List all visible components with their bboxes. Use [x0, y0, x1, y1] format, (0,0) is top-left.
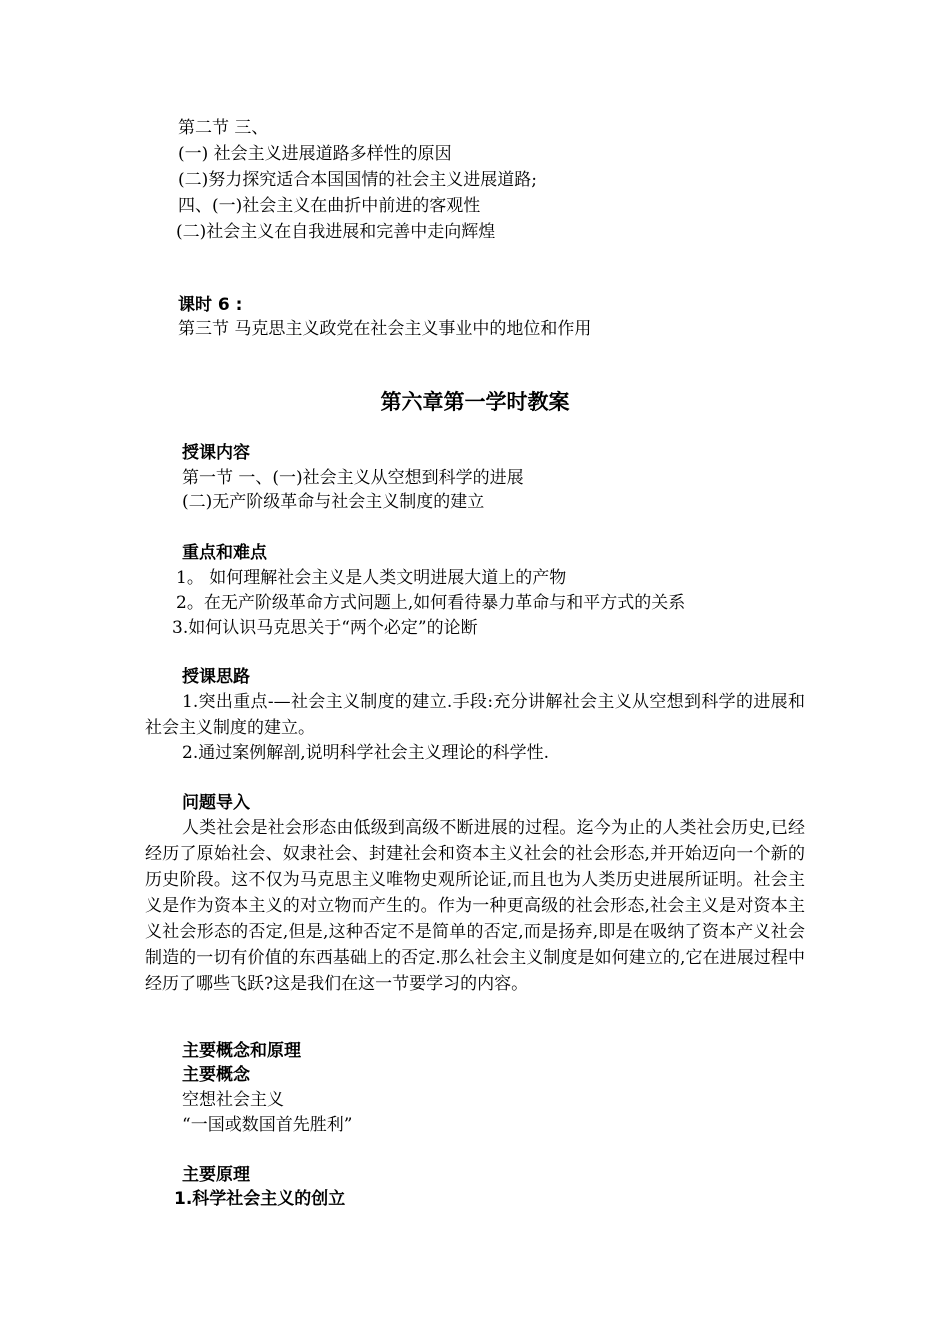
sub-heading: 主要概念 [182, 1065, 250, 1085]
section-heading: 主要原理 [182, 1165, 250, 1185]
section-heading: 重点和难点 [182, 543, 267, 563]
outline-line: 四、(一)社会主义在曲折中前进的客观性 [178, 196, 481, 216]
ideas-paragraph: 1.突出重点-—社会主义制度的建立.手段:充分讲解社会主义从空想到科学的进展和社会主义制度的建立。 [145, 692, 805, 738]
content-line: 第一节 一、(一)社会主义从空想到科学的进展 [182, 468, 524, 488]
section-heading: 主要概念和原理 [182, 1041, 301, 1061]
key-point-item: 1。 如何理解社会主义是人类文明进展大道上的产物 [176, 568, 567, 588]
section-heading: 授课内容 [182, 443, 250, 463]
principle-item: 1.科学社会主义的创立 [174, 1189, 346, 1209]
key-point-item: 2。在无产阶级革命方式问题上,如何看待暴力革命与和平方式的关系 [176, 593, 686, 613]
lesson-text: 第三节 马克思主义政党在社会主义事业中的地位和作用 [178, 319, 592, 339]
key-point-item: 3.如何认识马克思关于“两个必定”的论断 [172, 618, 478, 638]
outline-line: (一) 社会主义进展道路多样性的原因 [178, 144, 452, 164]
section-heading: 授课思路 [182, 667, 250, 687]
intro-paragraph: 人类社会是社会形态由低级到高级不断进展的过程。迄今为止的人类社会历史,已经经历了原始社会、奴隶社会、封建社会和资本主义社会的社会形态,并开始迈向一个新的历史阶段。这不仅为马克思主义唯物史观所论证,而且也为人类历史进展所证明。社会主义是作为资本主义的对立物而产生的。作为一种更高级的社会形态,社会主义是对资本主义社会形态的否定,但是,这种否定不是简单的否定,而是扬弃,即是在吸纳了资本产义社会制造的一切有价值的东西基础上的否定.那么社会主义制度是如何建立的,它在进展过程中经历了哪些飞跃?这是我们在这一节要学习的内容。 [145, 818, 805, 994]
outline-line: (二)社会主义在自我进展和完善中走向辉煌 [176, 222, 496, 242]
concept-item: 空想社会主义 [182, 1090, 284, 1110]
chapter-title: 第六章第一学时教案 [380, 390, 570, 414]
section-heading: 问题导入 [182, 793, 250, 813]
lesson-heading: 课时 6 : [178, 295, 243, 315]
outline-line: 第二节 三、 [178, 118, 269, 138]
ideas-paragraph: 2.通过案例解剖,说明科学社会主义理论的科学性. [182, 743, 550, 763]
concept-item: “一国或数国首先胜利” [182, 1115, 353, 1135]
content-line: (二)无产阶级革命与社会主义制度的建立 [182, 492, 485, 512]
outline-line: (二)努力探究适合本国国情的社会主义进展道路; [178, 170, 537, 190]
